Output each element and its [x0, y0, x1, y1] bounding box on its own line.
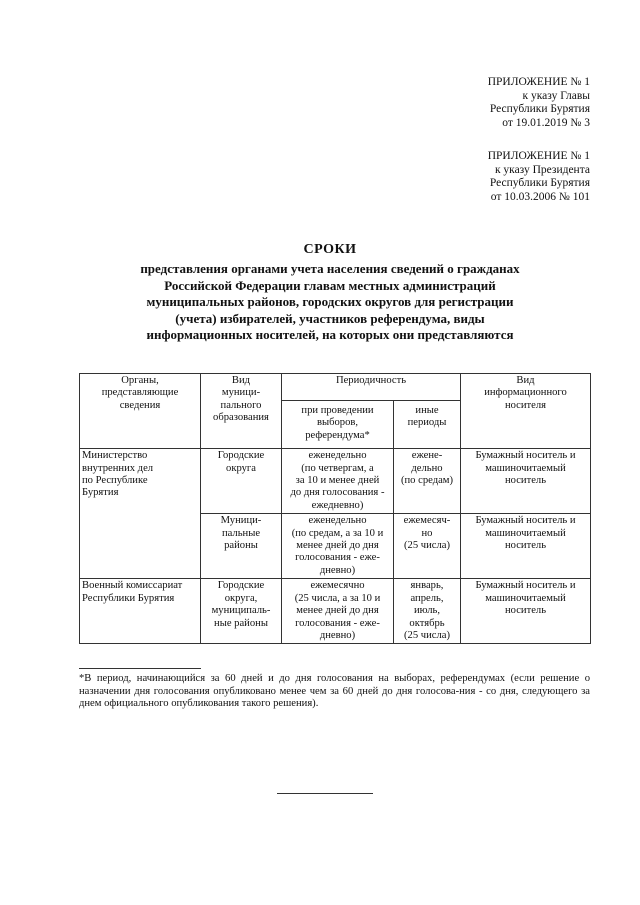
header-line: к указу Главы: [522, 89, 590, 102]
cell-elections: еженедельно (по четвергам, а за 10 и менее дней до дня голосования - ежедневно): [282, 449, 394, 514]
header-line: ПРИЛОЖЕНИЕ № 1: [487, 150, 590, 162]
cell-other-periods: ежене- дельно (по средам): [394, 449, 461, 514]
header-line: Республики Бурятия: [489, 177, 590, 190]
header-during-elections: при проведении выборов, референдума*: [282, 401, 394, 449]
cell-elections: ежемесячно (25 числа, а за 10 и менее дней до дня голосования - еже- дневно): [282, 579, 394, 644]
header-line: от 19.01.2019 № 3: [502, 116, 590, 129]
cell-carrier: Бумажный носитель и машиночитаемый носитель: [461, 514, 591, 579]
title-line: (учета) избирателей, участников референдума, виды: [175, 310, 485, 326]
appendix-header-president-decree: [440, 150, 590, 204]
title-main: СРОКИ: [303, 242, 357, 257]
cell-municipality: Муници- пальные районы: [201, 514, 282, 579]
title-line: представления органами учета населения сведений о гражданах: [140, 261, 520, 276]
header-line: ПРИЛОЖЕНИЕ № 1: [487, 76, 590, 88]
end-separator-line: [277, 793, 373, 794]
header-organs: Органы, представляющие сведения: [80, 374, 201, 449]
footnote-text: *В период, начинающийся за 60 дней и до дня голосования на выборах, референдумах (если решение о назначении дня голосования опубликовано менее чем за 60 дней до дня голосова-ния - со дня, следующего за днем официального опубликования такого решения).: [79, 673, 590, 710]
header-municipality-type: Вид муници- пального образования: [201, 374, 282, 449]
terms-table: [79, 373, 591, 644]
cell-other-periods: ежемесяч- но (25 числа): [394, 514, 461, 579]
cell-carrier: Бумажный носитель и машиночитаемый носитель: [461, 449, 591, 514]
title-line: муниципальных районов, городских округов для регистрации: [146, 294, 514, 310]
header-carrier-type: Вид информационного носителя: [461, 374, 591, 449]
cell-carrier: Бумажный носитель и машиночитаемый носитель: [461, 579, 591, 644]
table-header-row: [80, 374, 591, 401]
title-line: Российской Федерации главам местных администраций: [164, 277, 496, 293]
table-row: [80, 579, 591, 644]
document-title: [70, 241, 590, 344]
title-line: информационных носителей, на которых они представляются: [146, 327, 514, 343]
cell-elections: еженедельно (по средам, а за 10 и менее дней до дня голосования - еже- дневно): [282, 514, 394, 579]
title-subtitle: [70, 261, 590, 344]
header-line: Республики Бурятия: [489, 103, 590, 116]
header-line: от 10.03.2006 № 101: [490, 190, 590, 203]
table-row: [80, 449, 591, 514]
footnote-separator: [79, 668, 201, 669]
appendix-header-head-decree: [440, 76, 590, 130]
cell-municipality: Городские округа, муниципаль- ные районы: [201, 579, 282, 644]
cell-other-periods: январь, апрель, июль, октябрь (25 числа): [394, 579, 461, 644]
header-line: к указу Президента: [494, 163, 590, 176]
cell-organ: Военный комиссариат Республики Бурятия: [80, 579, 201, 644]
header-other-periods: иные периоды: [394, 401, 461, 449]
cell-municipality: Городские округа: [201, 449, 282, 514]
cell-organ: Министерство внутренних дел по Республике Бурятия: [80, 449, 201, 579]
header-periodicity: Периодичность: [282, 374, 461, 401]
